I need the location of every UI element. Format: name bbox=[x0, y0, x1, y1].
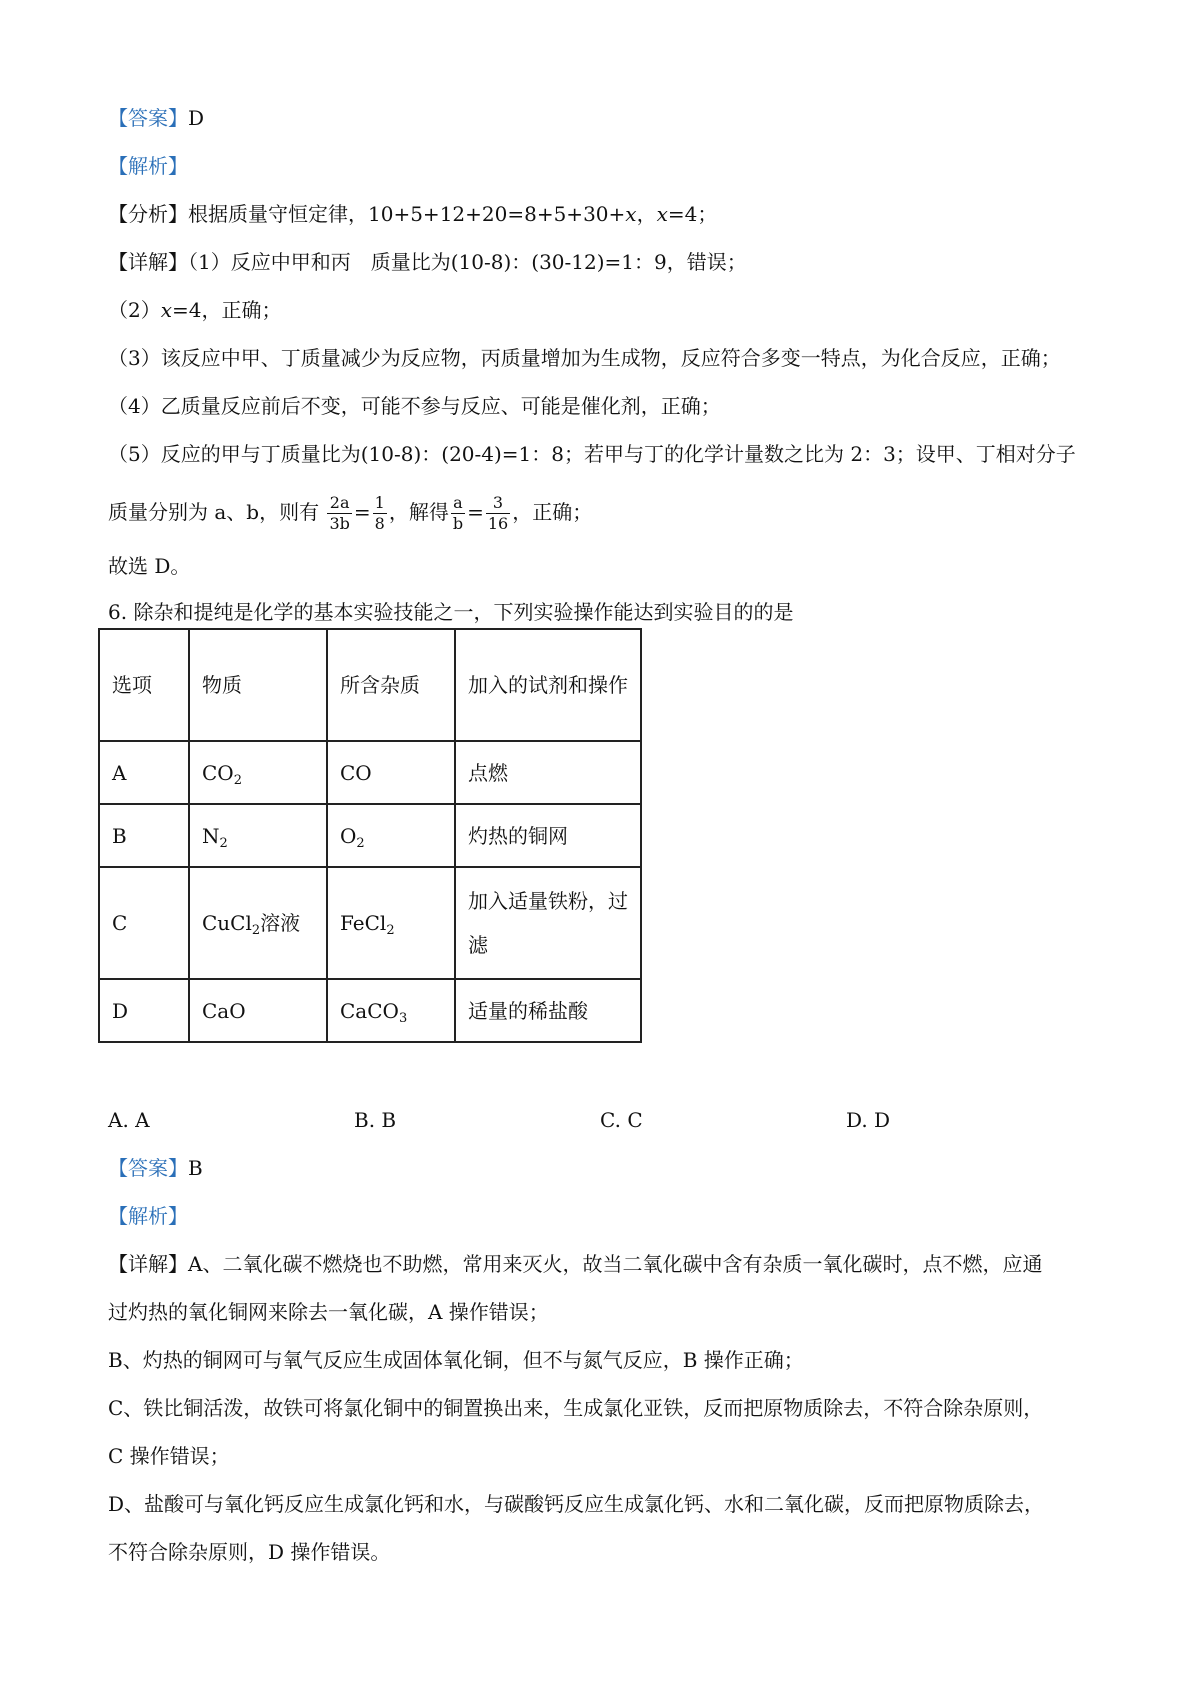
method-cell: 灼热的铜网 bbox=[455, 804, 641, 867]
fenxi-tag: 【分析】 bbox=[108, 202, 188, 226]
formula: CO bbox=[340, 760, 372, 785]
choice-value: D bbox=[874, 1108, 891, 1132]
formula: CuCl bbox=[202, 911, 252, 935]
q5-answer-line bbox=[108, 104, 204, 132]
formula: FeCl bbox=[340, 911, 387, 935]
variable-x: x bbox=[656, 202, 668, 226]
method-cell: 点燃 bbox=[455, 741, 641, 804]
equals-sign: = bbox=[467, 500, 484, 524]
substance-cell bbox=[189, 741, 327, 804]
fenxi-text: 根据质量守恒定律，10+5+12+20=8+5+30+ bbox=[188, 202, 626, 226]
substance-cell bbox=[189, 979, 327, 1042]
detail-text: =4，正确； bbox=[172, 298, 282, 322]
fenxi-text: ， bbox=[636, 202, 657, 226]
q6-detail-line-5: C 操作错误； bbox=[108, 1444, 230, 1468]
q5-analysis-tag bbox=[108, 152, 188, 180]
table-header-row bbox=[99, 629, 641, 741]
q5-detail-line-4: （4）乙质量反应前后不变，可能不参与反应、可能是催化剂，正确； bbox=[108, 394, 721, 418]
q5-detail-line-5: （5）反应的甲与丁质量比为(10-8)：(20-4)=1：8；若甲与丁的化学计量数之比为 2：3；设甲、丁相对分子 bbox=[108, 442, 1076, 466]
table-header-cell: 选项 bbox=[99, 629, 189, 741]
denominator: 8 bbox=[374, 514, 385, 533]
impurity-cell bbox=[327, 804, 455, 867]
impurity-cell bbox=[327, 867, 455, 979]
table-header-cell: 物质 bbox=[189, 629, 327, 741]
choice-value: A bbox=[135, 1108, 150, 1132]
variable-x: x bbox=[160, 298, 173, 322]
variable-x: x bbox=[625, 202, 637, 226]
answer-value: B bbox=[188, 1156, 203, 1180]
detail-text: （1）反应中甲和丙 质量比为(10-8)：(30-12)=1：9，错误； bbox=[188, 250, 747, 274]
substance-cell bbox=[189, 867, 327, 979]
choice-label: D. bbox=[846, 1108, 868, 1132]
formula: CaCO bbox=[340, 998, 399, 1023]
choice-d[interactable] bbox=[846, 1108, 890, 1132]
impurity-cell bbox=[327, 741, 455, 804]
subscript: 2 bbox=[233, 772, 242, 788]
table-row bbox=[99, 804, 641, 867]
formula: CaO bbox=[202, 998, 246, 1023]
table-row bbox=[99, 979, 641, 1042]
choice-c[interactable] bbox=[600, 1108, 643, 1132]
q5-detail-line-1 bbox=[108, 248, 747, 276]
denominator: b bbox=[452, 514, 464, 533]
method-cell: 适量的稀盐酸 bbox=[455, 979, 641, 1042]
numerator: a bbox=[453, 493, 463, 512]
detail-text: （2） bbox=[108, 298, 161, 322]
option-cell: C bbox=[99, 867, 189, 979]
detail-text: A、二氧化碳不燃烧也不助燃，常用来灭火，故当二氧化碳中含有杂质一氧化碳时，点不燃，应通 bbox=[188, 1252, 1043, 1276]
denominator: 3b bbox=[329, 514, 350, 533]
q6-detail-line-4: C、铁比铜活泼，故铁可将氯化铜中的铜置换出来，生成氯化亚铁，反而把原物质除去，不符合除杂原则， bbox=[108, 1396, 1044, 1420]
q6-detail-line-3: B、灼热的铜网可与氧气反应生成固体氧化铜，但不与氮气反应，B 操作正确； bbox=[108, 1348, 804, 1372]
table-header-cell: 加入的试剂和操作 bbox=[455, 629, 641, 741]
formula-tail: 溶液 bbox=[260, 911, 301, 935]
q6-detail-line-2: 过灼热的氧化铜网来除去一氧化碳，A 操作错误； bbox=[108, 1300, 549, 1324]
formula: O bbox=[340, 823, 357, 848]
fraction-a-b bbox=[451, 493, 465, 534]
fraction-1-8 bbox=[373, 493, 387, 534]
q6-detail-line-6: D、盐酸可与氧化钙反应生成氯化钙和水，与碳酸钙反应生成氯化钙、水和二氧化碳，反而把原物质除去， bbox=[108, 1492, 1045, 1516]
detail-text: ，解得 bbox=[388, 500, 449, 524]
q5-fenxi-line bbox=[108, 200, 717, 228]
numerator: 2a bbox=[329, 493, 350, 512]
equals-sign: = bbox=[353, 500, 371, 524]
choice-label: C. bbox=[600, 1108, 621, 1132]
table-header-cell: 所含杂质 bbox=[327, 629, 455, 741]
q6-answer-line bbox=[108, 1154, 203, 1182]
impurity-cell bbox=[327, 979, 455, 1042]
subscript: 2 bbox=[251, 923, 261, 938]
choice-value: B bbox=[381, 1108, 397, 1132]
q6-analysis-tag bbox=[108, 1202, 188, 1230]
option-cell: B bbox=[99, 804, 189, 867]
answer-value: D bbox=[188, 106, 205, 130]
formula: CO bbox=[202, 760, 234, 785]
method-cell: 加入适量铁粉，过滤 bbox=[455, 867, 641, 979]
choice-b[interactable] bbox=[354, 1108, 396, 1132]
q5-detail-line-2 bbox=[108, 296, 282, 324]
q6-question: 6. 除杂和提纯是化学的基本实验技能之一，下列实验操作能达到实验目的的是 bbox=[108, 600, 794, 624]
numerator: 3 bbox=[492, 493, 504, 512]
fenxi-text: =4； bbox=[667, 202, 718, 226]
answer-tag: 【答案】 bbox=[108, 106, 188, 130]
choice-label: B. bbox=[354, 1108, 376, 1132]
detail-text: ，正确； bbox=[512, 500, 593, 524]
analysis-tag: 【解析】 bbox=[108, 154, 188, 178]
choice-label: A. bbox=[108, 1108, 129, 1132]
fraction-2a-3b bbox=[327, 493, 351, 534]
detail-text: 质量分别为 a、b，则有 bbox=[108, 500, 320, 524]
denominator: 16 bbox=[487, 514, 509, 533]
options-table bbox=[98, 628, 642, 1043]
option-cell: D bbox=[99, 979, 189, 1042]
formula: N bbox=[202, 823, 220, 848]
table-row bbox=[99, 867, 641, 979]
detail-tag: 【详解】 bbox=[108, 250, 188, 274]
choice-value: C bbox=[627, 1108, 643, 1132]
subscript: 2 bbox=[356, 835, 365, 851]
option-cell: A bbox=[99, 741, 189, 804]
subscript: 2 bbox=[219, 835, 228, 851]
q5-conclusion: 故选 D。 bbox=[108, 554, 191, 578]
table-row bbox=[99, 741, 641, 804]
subscript: 2 bbox=[386, 923, 395, 938]
q6-detail-line-1 bbox=[108, 1250, 1042, 1278]
q5-detail-line-6 bbox=[108, 490, 592, 534]
q6-detail-line-7: 不符合除杂原则，D 操作错误。 bbox=[108, 1540, 391, 1564]
numerator: 1 bbox=[374, 493, 385, 512]
q5-detail-line-3: （3）该反应中甲、丁质量减少为反应物，丙质量增加为生成物，反应符合多变一特点，为化合反应，正确； bbox=[108, 346, 1061, 370]
detail-tag: 【详解】 bbox=[108, 1252, 188, 1276]
subscript: 3 bbox=[398, 1010, 408, 1026]
substance-cell bbox=[189, 804, 327, 867]
answer-tag: 【答案】 bbox=[108, 1156, 188, 1180]
choice-a[interactable] bbox=[108, 1108, 150, 1132]
analysis-tag: 【解析】 bbox=[108, 1204, 188, 1228]
fraction-3-16 bbox=[486, 493, 510, 534]
